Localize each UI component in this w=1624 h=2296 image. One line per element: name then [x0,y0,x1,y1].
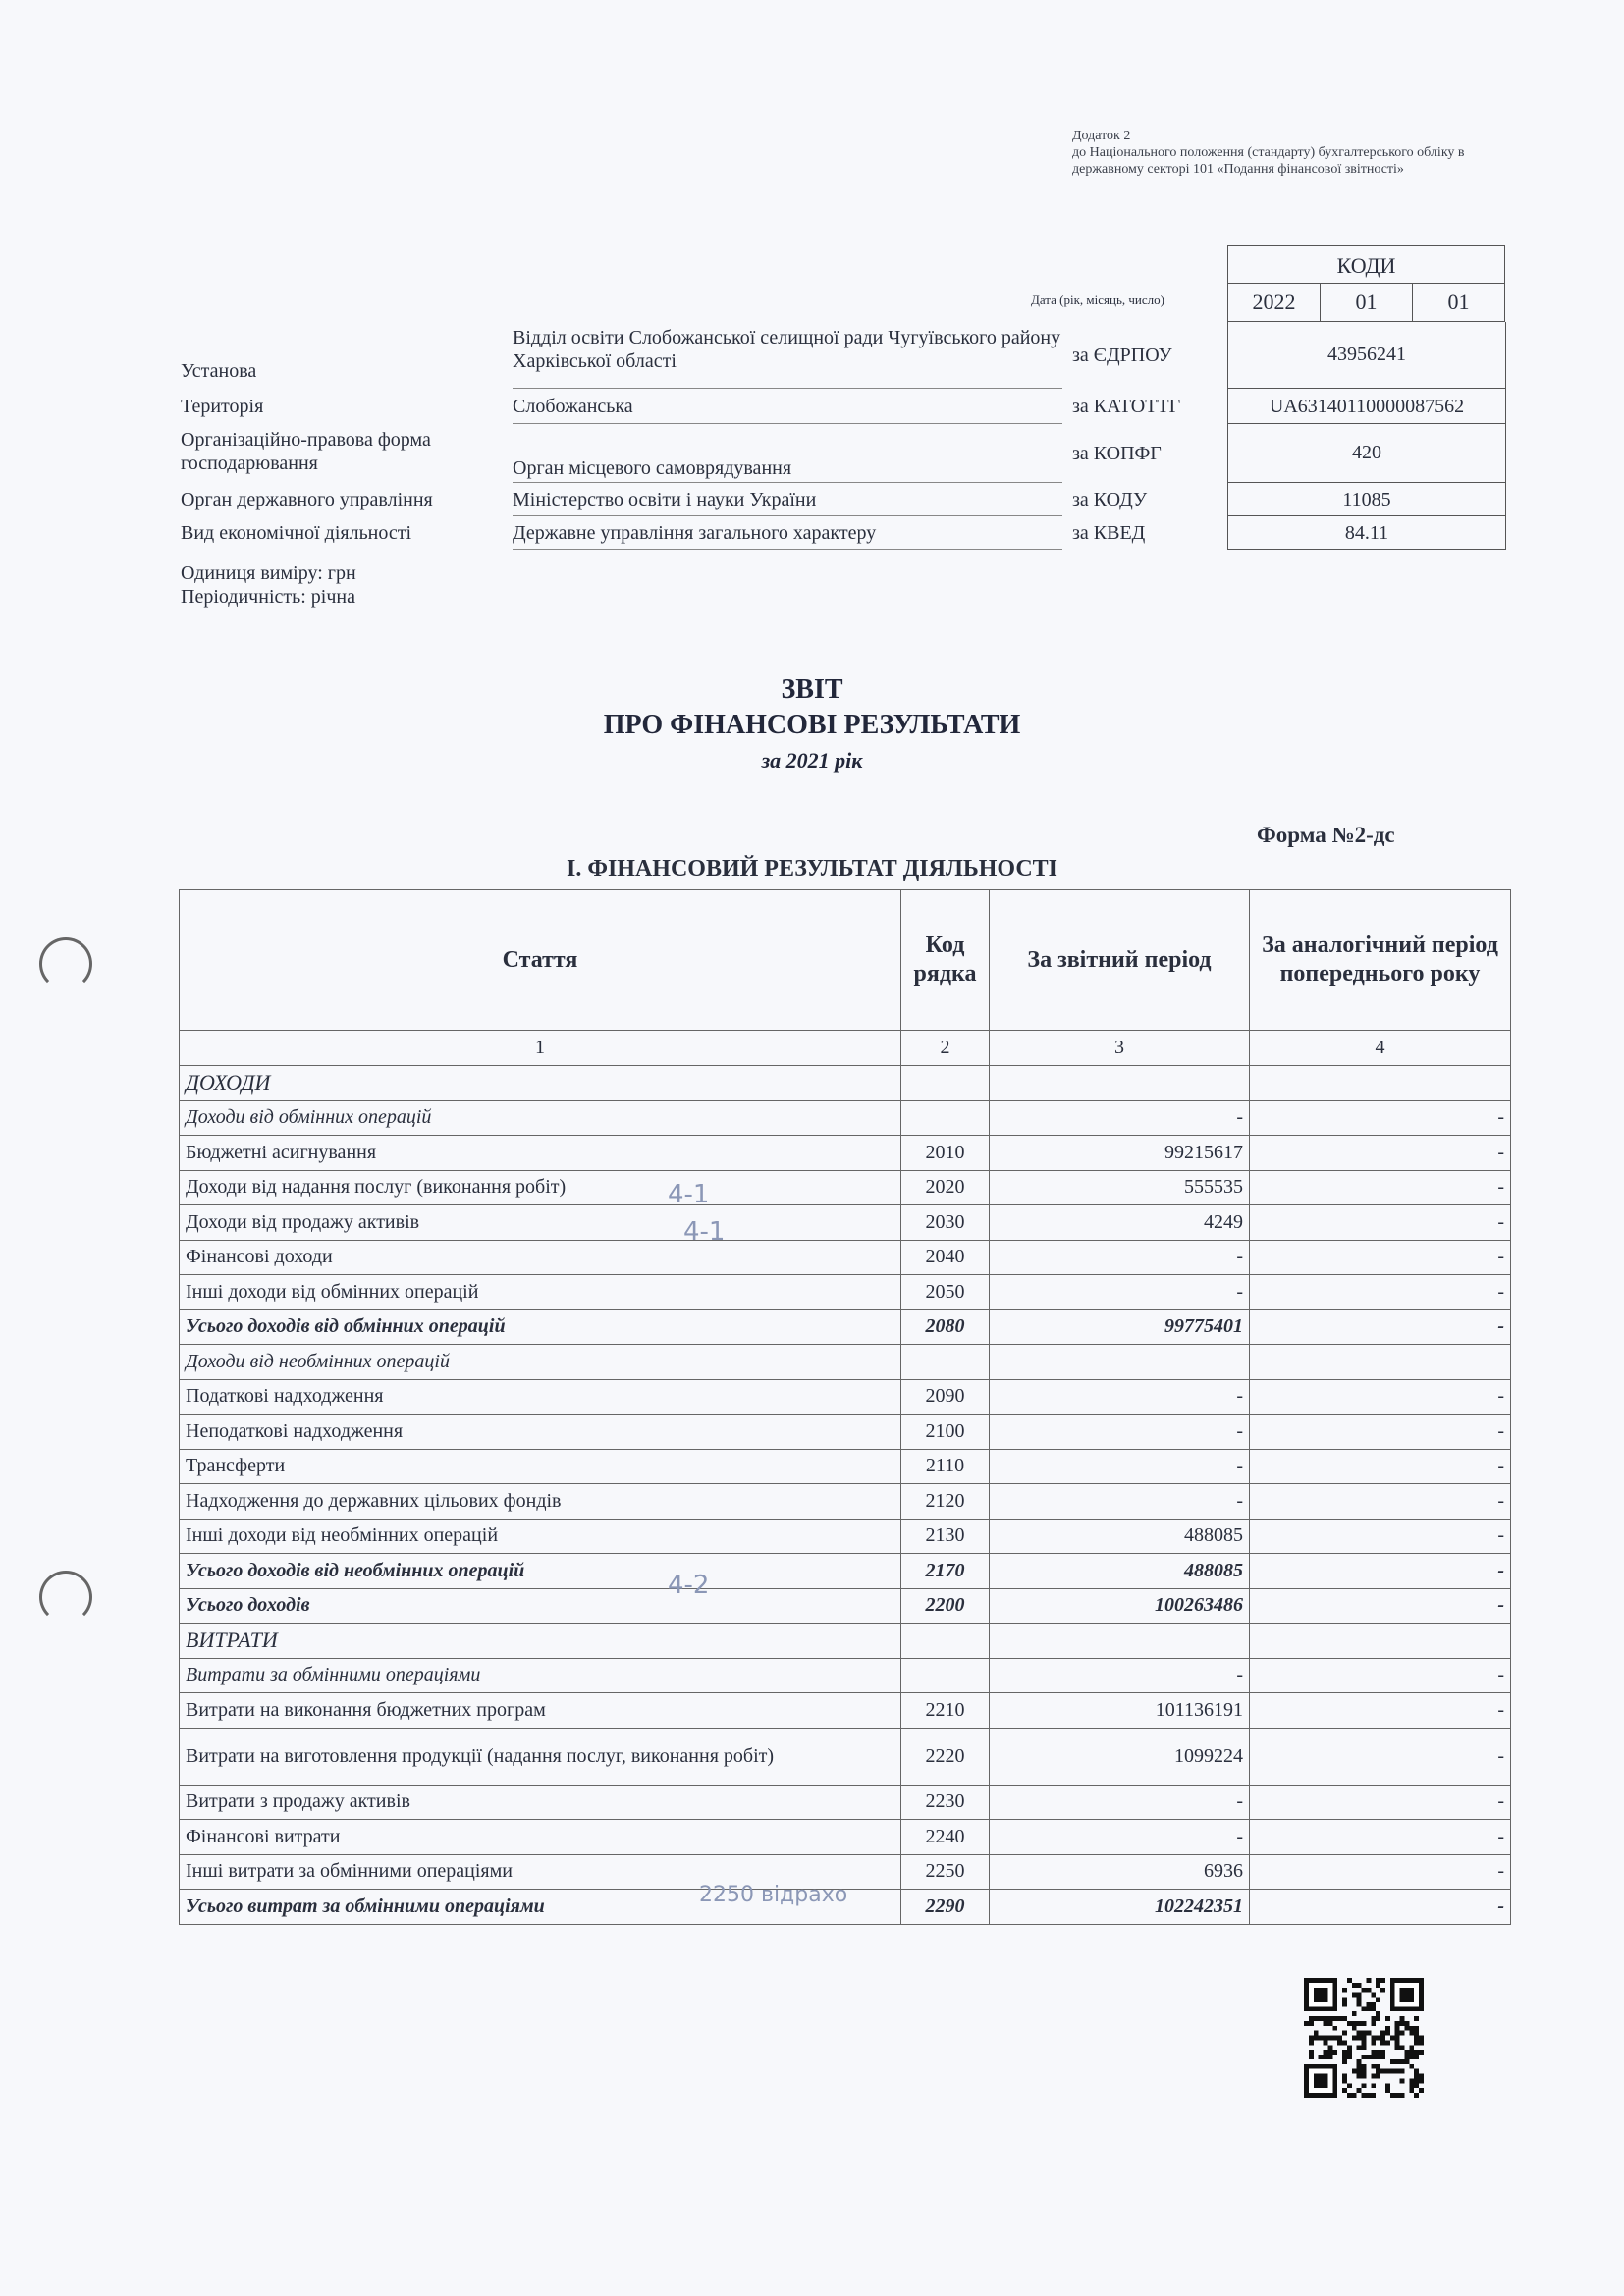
title-line2: ПРО ФІНАНСОВІ РЕЗУЛЬТАТИ [603,710,1021,740]
report-title [0,672,1624,778]
date-label: Дата (рік, місяць, число) [1031,293,1164,307]
hole-punch-mark [39,1571,92,1624]
table-row [180,1820,1511,1855]
row-previous-value [1250,1624,1511,1659]
table-row [180,1693,1511,1729]
table-row [180,1449,1511,1484]
row-current-value: 488085 [990,1554,1250,1589]
org-code: 420 [1227,424,1506,483]
unit-block [181,561,356,609]
table-row [180,1275,1511,1310]
row-code: 2110 [901,1449,990,1484]
row-previous-value [1250,1345,1511,1380]
col-header-article: Стаття [180,890,901,1031]
row-code: 2220 [901,1728,990,1785]
row-previous-value: - [1250,1379,1511,1415]
row-code: 2090 [901,1379,990,1415]
col-number: 1 [180,1031,901,1066]
row-code: 2240 [901,1820,990,1855]
row-code [901,1345,990,1380]
table-row [180,1309,1511,1345]
row-code: 2050 [901,1275,990,1310]
periodicity-label: Періодичність: річна [181,586,355,608]
row-current-value: 101136191 [990,1693,1250,1729]
row-article: Витрати з продажу активів [180,1785,901,1820]
row-previous-value: - [1250,1519,1511,1554]
row-previous-value: - [1250,1820,1511,1855]
table-row [180,1624,1511,1659]
row-article: Витрати на виконання бюджетних програм [180,1693,901,1729]
org-key: за КОПФГ [1072,442,1162,464]
org-value: Слобожанська [513,389,1062,424]
row-article: Інші витрати за обмінними операціями [180,1854,901,1890]
row-article: Доходи від продажу активів [180,1205,901,1241]
row-previous-value [1250,1066,1511,1101]
row-previous-value: - [1250,1588,1511,1624]
row-article: Усього доходів від обмінних операцій [180,1309,901,1345]
table-row [180,1519,1511,1554]
unit-label: Одиниця виміру: грн [181,562,356,584]
org-key: за КОДУ [1072,489,1148,510]
row-previous-value: - [1250,1449,1511,1484]
row-current-value: - [990,1484,1250,1520]
handwritten-note: 4-2 [668,1571,710,1600]
row-previous-value: - [1250,1100,1511,1136]
row-article: Фінансові доходи [180,1240,901,1275]
row-previous-value: - [1250,1484,1511,1520]
row-previous-value: - [1250,1728,1511,1785]
row-article: Податкові надходження [180,1379,901,1415]
org-label: Вид економічної діяльності [181,522,412,544]
hole-punch-mark [39,937,92,990]
org-row-activity [181,516,1506,550]
date-month: 01 [1321,284,1413,321]
org-row-territory [181,389,1506,424]
row-code: 2200 [901,1588,990,1624]
org-row-institution [181,322,1506,389]
row-previous-value: - [1250,1240,1511,1275]
row-current-value: - [990,1449,1250,1484]
row-current-value [990,1624,1250,1659]
org-key: за ЄДРПОУ [1072,344,1172,366]
row-article: Доходи від обмінних операцій [180,1100,901,1136]
table-row [180,1658,1511,1693]
table-row [180,1066,1511,1101]
row-current-value [990,1066,1250,1101]
org-label: Установа [181,360,257,382]
table-row [180,1728,1511,1785]
date-day: 01 [1447,290,1470,314]
row-code [901,1624,990,1659]
handwritten-note: 4-1 [668,1180,710,1209]
table-row [180,1588,1511,1624]
row-previous-value: - [1250,1854,1511,1890]
qr-code [1304,1978,1424,2098]
table-row [180,1785,1511,1820]
row-current-value: 6936 [990,1854,1250,1890]
row-previous-value: - [1250,1890,1511,1925]
row-code [901,1066,990,1101]
table-row [180,1554,1511,1589]
title-line1: ЗВІТ [781,674,843,705]
row-current-value [990,1345,1250,1380]
row-article: Неподаткові надходження [180,1415,901,1450]
row-article: Витрати на виготовлення продукції (надання послуг, виконання робіт) [180,1728,901,1785]
row-previous-value: - [1250,1205,1511,1241]
table-row [180,1415,1511,1450]
row-article: Надходження до державних цільових фондів [180,1484,901,1520]
row-code: 2290 [901,1890,990,1925]
financial-results-table [179,889,1511,1925]
row-article: Бюджетні асигнування [180,1136,901,1171]
appendix-note: Додаток 2 до Національного положення (стандарту) бухгалтерського обліку в державному секторі 101 «Подання фінансової звітності» [1072,129,1465,177]
org-value: Орган місцевого самоврядування [513,424,1062,483]
row-current-value: - [990,1379,1250,1415]
row-article: Інші доходи від необмінних операцій [180,1519,901,1554]
row-code: 2230 [901,1785,990,1820]
row-code [901,1658,990,1693]
table-row [180,1379,1511,1415]
form-number: Форма №2-дс [1257,823,1395,847]
row-code: 2040 [901,1240,990,1275]
row-code: 2170 [901,1554,990,1589]
org-value: Державне управління загального характеру [513,516,1062,550]
col-number: 4 [1250,1031,1511,1066]
row-article: ДОХОДИ [180,1066,901,1101]
table-row [180,1345,1511,1380]
col-header-current: За звітний період [990,890,1250,1031]
row-current-value: 4249 [990,1205,1250,1241]
row-previous-value: - [1250,1693,1511,1729]
row-current-value: 555535 [990,1170,1250,1205]
row-article: ВИТРАТИ [180,1624,901,1659]
col-number: 2 [901,1031,990,1066]
row-current-value: 99775401 [990,1309,1250,1345]
row-previous-value: - [1250,1275,1511,1310]
org-label: Організаційно-правова форма господарювання [181,429,431,474]
col-header-code: Код рядка [901,890,990,1031]
org-value: Відділ освіти Слобожанської селищної ради Чугуївського району Харківської області [513,322,1062,389]
date-year: 2022 [1228,284,1321,321]
row-current-value: 1099224 [990,1728,1250,1785]
title-period: за 2021 рік [761,748,863,773]
row-current-value: 99215617 [990,1136,1250,1171]
col-header-previous: За аналогічний період попереднього року [1250,890,1511,1031]
date-cells [1227,283,1505,322]
row-current-value: 488085 [990,1519,1250,1554]
row-previous-value: - [1250,1415,1511,1450]
row-article: Інші доходи від обмінних операцій [180,1275,901,1310]
handwritten-note: 2250 відрахо [699,1883,848,1907]
row-code: 2210 [901,1693,990,1729]
row-current-value: 102242351 [990,1890,1250,1925]
row-code: 2080 [901,1309,990,1345]
column-numbers-row [180,1031,1511,1066]
table-row [180,1240,1511,1275]
row-current-value: - [990,1240,1250,1275]
row-previous-value: - [1250,1785,1511,1820]
row-current-value: - [990,1415,1250,1450]
org-row-authority [181,483,1506,516]
row-code: 2020 [901,1170,990,1205]
col-number: 3 [990,1031,1250,1066]
row-current-value: 100263486 [990,1588,1250,1624]
row-code: 2100 [901,1415,990,1450]
row-current-value: - [990,1100,1250,1136]
row-current-value: - [990,1820,1250,1855]
table-row [180,1136,1511,1171]
codes-header: КОДИ [1227,245,1505,285]
row-article: Доходи від надання послуг (виконання робіт) [180,1170,901,1205]
row-code: 2120 [901,1484,990,1520]
row-article: Фінансові витрати [180,1820,901,1855]
table-row [180,1170,1511,1205]
row-current-value: - [990,1658,1250,1693]
row-code: 2250 [901,1854,990,1890]
row-article: Усього доходів [180,1588,901,1624]
row-code: 2010 [901,1136,990,1171]
row-code [901,1100,990,1136]
org-row-legal-form [181,424,1506,483]
row-article: Доходи від необмінних операцій [180,1345,901,1380]
org-value: Міністерство освіти і науки України [513,483,1062,516]
row-article: Усього доходів від необмінних операцій [180,1554,901,1589]
row-previous-value: - [1250,1136,1511,1171]
org-code: 43956241 [1227,322,1506,389]
org-key: за КАТОТТГ [1072,396,1181,417]
row-previous-value: - [1250,1309,1511,1345]
row-current-value: - [990,1785,1250,1820]
table-row [180,1100,1511,1136]
table-row [180,1484,1511,1520]
row-code: 2130 [901,1519,990,1554]
row-article: Усього витрат за обмінними операціями [180,1890,901,1925]
row-previous-value: - [1250,1658,1511,1693]
org-key: за КВЕД [1072,522,1146,544]
table-row [180,1205,1511,1241]
org-label: Територія [181,396,264,417]
org-code: 11085 [1227,483,1506,516]
handwritten-note: 4-1 [683,1217,726,1247]
row-article: Трансферти [180,1449,901,1484]
org-code: 84.11 [1227,516,1506,550]
row-article: Витрати за обмінними операціями [180,1658,901,1693]
section-title: І. ФІНАНСОВИЙ РЕЗУЛЬТАТ ДІЯЛЬНОСТІ [566,856,1057,881]
row-previous-value: - [1250,1554,1511,1589]
row-previous-value: - [1250,1170,1511,1205]
org-code: UA63140110000087562 [1227,389,1506,424]
org-label: Орган державного управління [181,489,433,510]
row-current-value: - [990,1275,1250,1310]
row-code: 2030 [901,1205,990,1241]
